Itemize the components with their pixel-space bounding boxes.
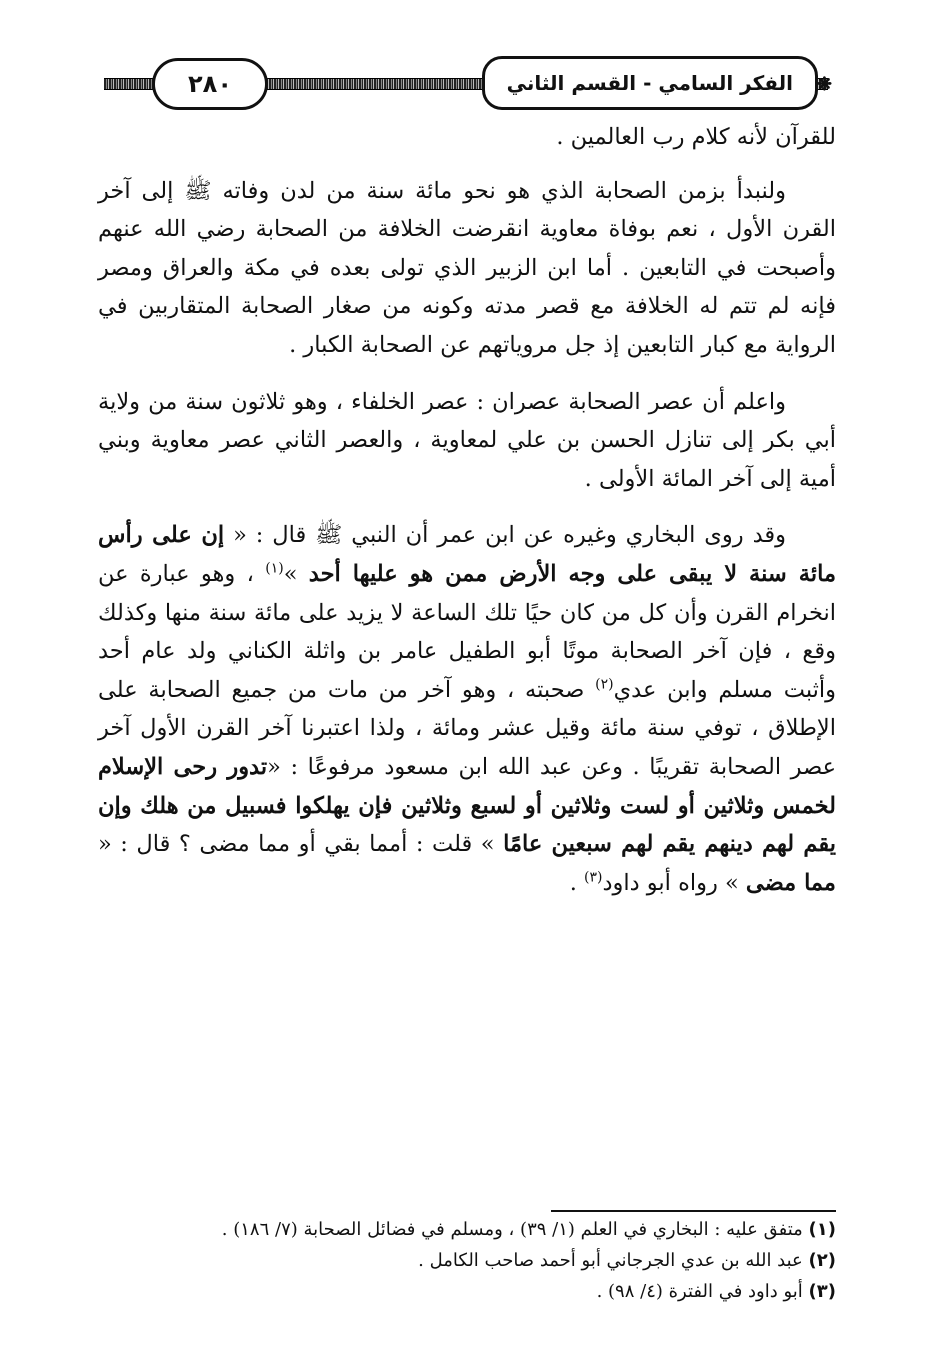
- text-run: »: [283, 560, 309, 587]
- text-run: » قلت : أمما بقي أو مما مضى ؟ قال : «: [98, 831, 504, 858]
- ornament-icon: ❋: [816, 74, 832, 95]
- paragraph-3: [98, 516, 836, 902]
- hadith-quote-2: تدور رحى الإسلام لخمس وثلاثين أو لست وثلاثين أو لسبع وثلاثين فإن يهلكوا فسبيل من هلك وإن يقم لهم دينهم يقم لهم سبعين عامًا: [98, 753, 836, 858]
- footnote-number: (٣): [808, 1281, 836, 1302]
- text-run: صحبته ، وهو آخر من مات من جميع الصحابة على الإطلاق ، توفي سنة مائة وقيل عشر ومائة ، ولذا اعتبرنا آخر القرن الأول آخر عصر الصحابة تقريبًا . وعن عبد الله ابن مسعود مرفوعًا : «: [98, 676, 837, 780]
- footnote-ref-3[interactable]: (٣): [584, 869, 603, 886]
- hadith-quote-1: إن على رأس مائة سنة لا يبقى على وجه الأرض ممن هو عليها أحد: [98, 522, 836, 587]
- footnote-1: [120, 1214, 836, 1245]
- footnote-text: أبو داود في الفترة (٤/ ٩٨) .: [596, 1281, 809, 1302]
- footnote-3: [120, 1276, 836, 1307]
- text-run: ، وهو عبارة عن انخرام القرن وأن كل من كان حيًا تلك الساعة لا يزيد على مائة سنة منها وكذلك وقع ، فإن آخر الصحابة موتًا أبو الطفيل عامر بن واثلة الكناني ولد عام أحد وأثبت مسلم وابن عدي: [98, 560, 836, 703]
- footnote-number: (٢): [808, 1250, 836, 1271]
- text-run: وقد روى البخاري وغيره عن ابن عمر أن النبي ﷺ قال : «: [224, 522, 786, 549]
- footnotes: [120, 1214, 836, 1307]
- paragraph-continuation: للقرآن لأنه كلام رب العالمين .: [556, 124, 836, 150]
- running-head: الفكر السامي - القسم الثاني: [482, 56, 818, 110]
- footnote-number: (١): [808, 1219, 836, 1240]
- hadith-quote-3: مما مضى: [745, 869, 836, 896]
- text-run: .: [569, 869, 585, 896]
- footnote-text: متفق عليه : البخاري في العلم (١/ ٣٩) ، ومسلم في فضائل الصحابة (٧/ ١٨٦) .: [221, 1219, 809, 1240]
- paragraph-2: واعلم أن عصر الصحابة عصران : عصر الخلفاء ، وهو ثلاثون سنة من ولاية أبي بكر إلى تنازل الحسن بن علي لمعاوية ، والعصر الثاني عصر معاوية وبني أمية إلى آخر المائة الأولى .: [98, 388, 836, 492]
- footnote-text: عبد الله بن عدي الجرجاني أبو أحمد صاحب الكامل .: [418, 1250, 809, 1271]
- footnote-2: [120, 1245, 836, 1276]
- page-header: [96, 52, 836, 110]
- footnote-rule: [551, 1210, 836, 1212]
- body-text: [98, 118, 836, 902]
- page-number: ٢٨٠: [152, 58, 268, 110]
- text-run: » رواه أبو داود: [602, 869, 746, 896]
- footnote-ref-2[interactable]: (٢): [595, 676, 614, 693]
- paragraph-1: ولنبدأ بزمن الصحابة الذي هو نحو مائة سنة من لدن وفاته ﷺ إلى آخر القرن الأول ، نعم بوفاة معاوية انقرضت الخلافة من الصحابة رضي الله عنهم وأصبحت في التابعين . أما ابن الزبير الذي تولى بعده في مكة والعراق ومصر فإنه لم تتم له الخلافة مع قصر مدته وكونه من صغار الصحابة المتقاربين في الرواية مع كبار التابعين إذ جل مروياتهم عن الصحابة الكبار .: [98, 177, 836, 358]
- footnote-ref-1[interactable]: (١): [265, 560, 284, 577]
